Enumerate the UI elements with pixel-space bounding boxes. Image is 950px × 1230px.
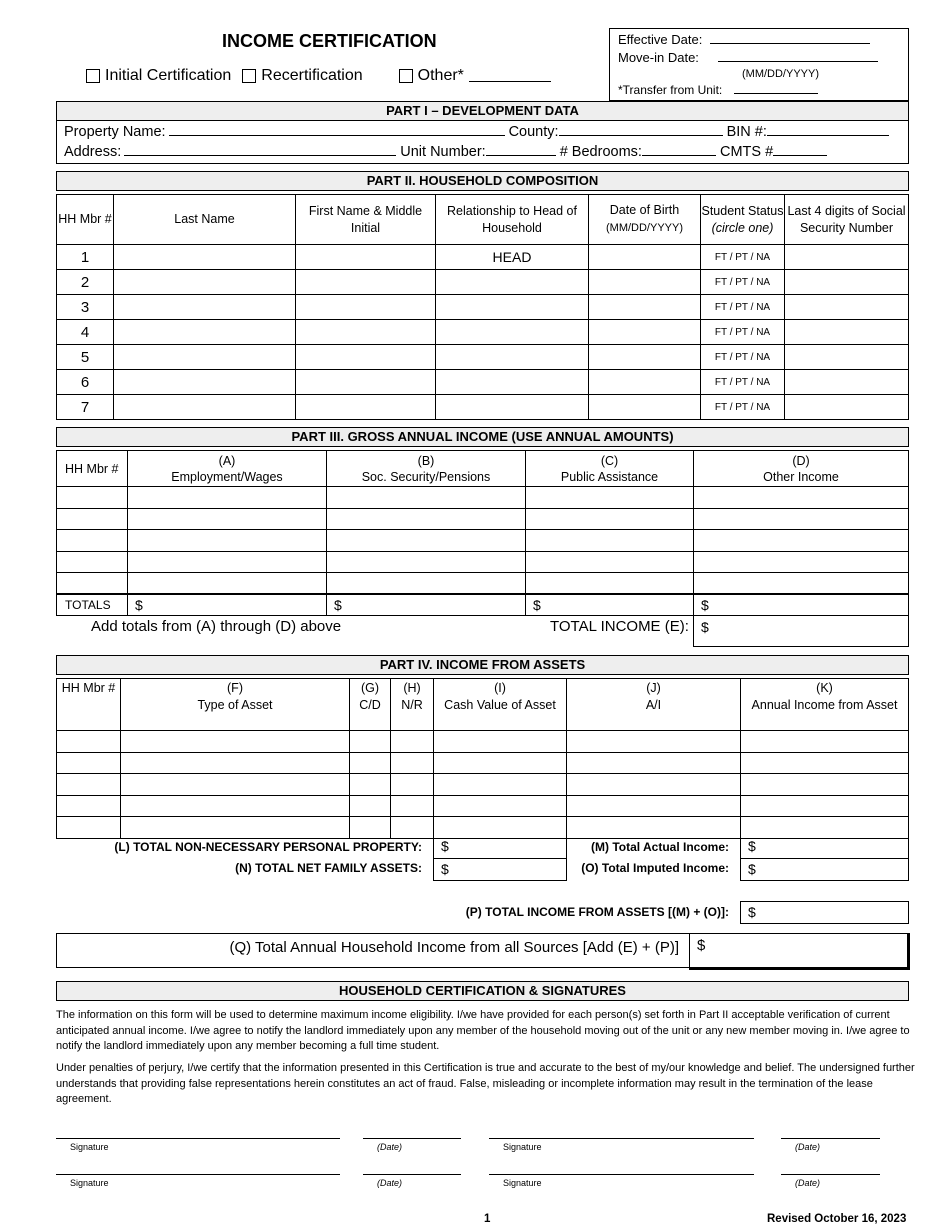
- table-header-row: [57, 195, 909, 245]
- col-b-label: (B): [417, 453, 435, 468]
- relationship-cell[interactable]: [436, 395, 589, 420]
- n-r-cell[interactable]: [391, 817, 434, 839]
- other-income-cell[interactable]: [694, 487, 909, 509]
- household-member-row: [57, 245, 909, 270]
- public-assistance-cell[interactable]: [526, 573, 694, 595]
- hh-mbr-number: 1: [57, 245, 114, 270]
- col-c-label: (C): [600, 453, 619, 468]
- add-totals-note: Add totals from (A) through (D) above: [91, 618, 342, 635]
- cash-value-label: Cash Value of Asset: [444, 698, 556, 712]
- move-in-date-field[interactable]: [718, 50, 878, 62]
- hh-mbr-cell[interactable]: [57, 530, 128, 552]
- last-name-cell[interactable]: [114, 370, 296, 395]
- hh-mbr-cell[interactable]: [57, 551, 128, 573]
- hh-mbr-cell[interactable]: [57, 487, 128, 509]
- total-income-from-assets-label: (P) TOTAL INCOME FROM ASSETS [(M) + (O)]:: [465, 905, 729, 919]
- cash-value-cell[interactable]: [434, 752, 567, 774]
- hh-mbr-number: 4: [57, 320, 114, 345]
- county-field[interactable]: [559, 124, 723, 136]
- c-d-cell[interactable]: [350, 731, 391, 753]
- transfer-unit-field[interactable]: [734, 82, 818, 94]
- c-d-cell[interactable]: [350, 795, 391, 817]
- date-of-birth-cell[interactable]: [589, 370, 701, 395]
- initial-certification-option[interactable]: [86, 67, 231, 85]
- n-r-cell[interactable]: [391, 774, 434, 796]
- hh-mbr-number: 3: [57, 295, 114, 320]
- col-other-income: [694, 451, 909, 487]
- other-income-cell[interactable]: [694, 551, 909, 573]
- signature-date-field[interactable]: (Date): [781, 1138, 880, 1152]
- date-of-birth-cell[interactable]: [589, 395, 701, 420]
- certification-title: HOUSEHOLD CERTIFICATION & SIGNATURES: [56, 981, 909, 1001]
- unit-number-label: Unit Number:: [400, 144, 486, 160]
- first-name-cell[interactable]: [296, 270, 436, 295]
- col-public-assistance: [526, 451, 694, 487]
- part1-title: PART I – DEVELOPMENT DATA: [56, 101, 909, 121]
- employment-wages-cell[interactable]: [128, 487, 327, 509]
- asset-row: [57, 752, 909, 774]
- signature-date-field[interactable]: (Date): [363, 1138, 461, 1152]
- col-j-label: (J): [646, 681, 661, 695]
- total-non-necessary-label: (L) TOTAL NON-NECESSARY PERSONAL PROPERTY:: [114, 840, 422, 854]
- total-non-necessary-field[interactable]: $: [433, 836, 567, 859]
- bin-field[interactable]: [767, 124, 889, 136]
- address-label: Address:: [64, 144, 122, 160]
- certification-paragraph-2: Under penalties of perjury, I/we certify that the information presented in this Certification is true and accurate to the best of my/our knowledge and belief. The undersigned further understands that providing false representations herein constitutes an act of fraud. False, misleading or incomplete information may result in the termination of the lease agreement.: [56, 1062, 915, 1105]
- annual-income-cell[interactable]: [741, 731, 909, 753]
- col-student-status: [701, 195, 785, 245]
- annual-income-cell[interactable]: [741, 774, 909, 796]
- employment-label: Employment/Wages: [171, 469, 283, 484]
- unit-number-field[interactable]: [486, 144, 556, 156]
- col-first-name: First Name & Middle Initial: [296, 195, 436, 245]
- a-i-cell[interactable]: [567, 817, 741, 839]
- income-row: [57, 573, 909, 595]
- col-cash-value: [434, 679, 567, 731]
- ssn-last4-cell[interactable]: [785, 395, 909, 420]
- other-option[interactable]: [399, 67, 551, 85]
- part2-title: PART II. HOUSEHOLD COMPOSITION: [56, 171, 909, 191]
- total-actual-income-label: (M) Total Actual Income:: [591, 840, 729, 854]
- household-member-row: [57, 320, 909, 345]
- cash-value-cell[interactable]: [434, 795, 567, 817]
- first-name-cell[interactable]: [296, 295, 436, 320]
- n-r-cell[interactable]: [391, 752, 434, 774]
- col-ssn: Last 4 digits of Social Security Number: [785, 195, 909, 245]
- ssn-last4-cell[interactable]: [785, 270, 909, 295]
- ssn-last4-cell[interactable]: [785, 245, 909, 270]
- last-name-cell[interactable]: [114, 345, 296, 370]
- student-status-cell[interactable]: FT / PT / NA: [701, 370, 785, 395]
- first-name-cell[interactable]: [296, 320, 436, 345]
- first-name-cell[interactable]: [296, 370, 436, 395]
- cmts-field[interactable]: [773, 144, 827, 156]
- date-of-birth-cell[interactable]: [589, 245, 701, 270]
- signature-field[interactable]: Signature: [489, 1138, 754, 1152]
- other-income-cell[interactable]: [694, 508, 909, 530]
- annual-income-cell[interactable]: [741, 752, 909, 774]
- col-g-label: (G): [360, 681, 380, 695]
- a-i-cell[interactable]: [567, 731, 741, 753]
- soc-security-cell[interactable]: [327, 530, 526, 552]
- initial-certification-label: Initial Certification: [105, 67, 232, 84]
- total-a-field[interactable]: $: [128, 594, 327, 616]
- other-label: Other*: [417, 67, 464, 84]
- type-of-asset-cell[interactable]: [121, 752, 350, 774]
- a-i-label: A/I: [645, 698, 662, 712]
- c-d-cell[interactable]: [350, 752, 391, 774]
- last-name-cell[interactable]: [114, 395, 296, 420]
- date-of-birth-cell[interactable]: [589, 295, 701, 320]
- last-name-cell[interactable]: [114, 295, 296, 320]
- other-income-label: Other Income: [763, 469, 839, 484]
- hh-mbr-number: 6: [57, 370, 114, 395]
- col-i-label: (I): [494, 681, 506, 695]
- relationship-cell[interactable]: HEAD: [436, 245, 589, 270]
- hh-mbr-cell[interactable]: [57, 795, 121, 817]
- hh-mbr-number: 2: [57, 270, 114, 295]
- date-format-hint: (MM/DD/YYYY): [742, 68, 819, 80]
- asset-row: [57, 795, 909, 817]
- type-of-asset-cell[interactable]: [121, 731, 350, 753]
- student-status-cell[interactable]: FT / PT / NA: [701, 270, 785, 295]
- total-income-from-assets-field[interactable]: $: [740, 901, 909, 924]
- col-date-of-birth: [589, 195, 701, 245]
- effective-date-label: Effective Date:: [618, 32, 703, 47]
- a-i-cell[interactable]: [567, 774, 741, 796]
- recertification-option[interactable]: [242, 67, 362, 85]
- total-annual-household-income-label: (Q) Total Annual Household Income from all Sources [Add (E) + (P)]: [56, 933, 691, 968]
- public-assistance-cell[interactable]: [526, 487, 694, 509]
- col-k-label: (K): [816, 681, 833, 695]
- total-d-field[interactable]: $: [694, 594, 909, 616]
- type-of-asset-cell[interactable]: [121, 795, 350, 817]
- col-relationship: Relationship to Head of Household: [436, 195, 589, 245]
- income-from-assets-table: [56, 678, 909, 839]
- student-status-cell[interactable]: FT / PT / NA: [701, 320, 785, 345]
- bedrooms-field[interactable]: [642, 144, 716, 156]
- gross-income-table: [56, 450, 909, 616]
- income-row: [57, 551, 909, 573]
- revised-date: Revised October 16, 2023: [767, 1213, 907, 1225]
- hh-mbr-cell[interactable]: [57, 731, 121, 753]
- cash-value-cell[interactable]: [434, 731, 567, 753]
- part1-development-data: [56, 120, 909, 164]
- first-name-cell[interactable]: [296, 395, 436, 420]
- hh-mbr-number: 7: [57, 395, 114, 420]
- public-assistance-cell[interactable]: [526, 551, 694, 573]
- ssn-last4-cell[interactable]: [785, 345, 909, 370]
- n-r-cell[interactable]: [391, 795, 434, 817]
- relationship-cell[interactable]: [436, 320, 589, 345]
- signature-date-field[interactable]: (Date): [363, 1174, 461, 1188]
- total-net-family-assets-field[interactable]: $: [433, 858, 567, 881]
- signature-field[interactable]: Signature: [56, 1138, 340, 1152]
- col-last-name: Last Name: [114, 195, 296, 245]
- asset-row: [57, 731, 909, 753]
- total-b-field[interactable]: $: [327, 594, 526, 616]
- ssn-last4-cell[interactable]: [785, 320, 909, 345]
- first-name-cell[interactable]: [296, 245, 436, 270]
- form-title: INCOME CERTIFICATION: [222, 31, 437, 51]
- public-assistance-cell[interactable]: [526, 530, 694, 552]
- initial-certification-checkbox[interactable]: [86, 69, 100, 83]
- total-annual-household-income-field[interactable]: $: [689, 933, 910, 970]
- employment-wages-cell[interactable]: [128, 551, 327, 573]
- bedrooms-label: # Bedrooms:: [559, 144, 642, 160]
- move-in-date-label: Move-in Date:: [618, 50, 699, 65]
- ssn-last4-cell[interactable]: [785, 370, 909, 395]
- c-d-cell[interactable]: [350, 817, 391, 839]
- part3-title: PART III. GROSS ANNUAL INCOME (USE ANNUAL AMOUNTS): [56, 427, 909, 447]
- col-f-label: (F): [227, 681, 243, 695]
- col-n-r: [391, 679, 434, 731]
- n-r-cell[interactable]: [391, 731, 434, 753]
- student-status-cell[interactable]: FT / PT / NA: [701, 295, 785, 320]
- income-row: [57, 508, 909, 530]
- total-imputed-income-field[interactable]: $: [740, 858, 909, 881]
- date-of-birth-cell[interactable]: [589, 320, 701, 345]
- type-of-asset-label: Type of Asset: [197, 698, 273, 712]
- household-member-row: [57, 295, 909, 320]
- a-i-cell[interactable]: [567, 795, 741, 817]
- col-type-of-asset: [121, 679, 350, 731]
- student-status-cell[interactable]: FT / PT / NA: [701, 345, 785, 370]
- student-status-cell[interactable]: FT / PT / NA: [701, 395, 785, 420]
- relationship-cell[interactable]: [436, 370, 589, 395]
- n-r-label: N/R: [401, 698, 423, 712]
- county-label: County:: [508, 124, 559, 140]
- col-hh-mbr: HH Mbr #: [57, 195, 114, 245]
- part4-title: PART IV. INCOME FROM ASSETS: [56, 655, 909, 675]
- col-employment-wages: [128, 451, 327, 487]
- relationship-cell[interactable]: [436, 295, 589, 320]
- hh-mbr-number: 5: [57, 345, 114, 370]
- total-income-e-label: TOTAL INCOME (E):: [550, 618, 689, 635]
- recertification-label: Recertification: [261, 67, 363, 84]
- public-assistance-label: Public Assistance: [560, 469, 659, 484]
- last-name-cell[interactable]: [114, 320, 296, 345]
- other-income-cell[interactable]: [694, 573, 909, 595]
- effective-date-field[interactable]: [710, 32, 870, 44]
- type-of-asset-cell[interactable]: [121, 774, 350, 796]
- cash-value-cell[interactable]: [434, 774, 567, 796]
- col-a-i: [567, 679, 741, 731]
- hh-mbr-cell[interactable]: [57, 573, 128, 595]
- date-of-birth-cell[interactable]: [589, 270, 701, 295]
- employment-wages-cell[interactable]: [128, 573, 327, 595]
- last-name-cell[interactable]: [114, 245, 296, 270]
- signature-date-field[interactable]: (Date): [781, 1174, 880, 1188]
- c-d-cell[interactable]: [350, 774, 391, 796]
- annual-income-asset-label: Annual Income from Asset: [751, 698, 898, 712]
- first-name-cell[interactable]: [296, 345, 436, 370]
- relationship-cell[interactable]: [436, 345, 589, 370]
- date-of-birth-cell[interactable]: [589, 345, 701, 370]
- cmts-label: CMTS #: [719, 144, 774, 160]
- a-i-cell[interactable]: [567, 752, 741, 774]
- total-income-e-field[interactable]: $: [693, 614, 909, 647]
- col-soc-security: [327, 451, 526, 487]
- annual-income-cell[interactable]: [741, 795, 909, 817]
- total-net-family-assets-label: (N) TOTAL NET FAMILY ASSETS:: [235, 861, 422, 875]
- certification-paragraph-1: The information on this form will be used to determine maximum income eligibility. I/we have provided for each person(s) set forth in Part II acceptable verification of current anticipated annual income. I/we agree to notify the landlord immediately upon any member of the household moving out of the unit or any new member moving in. I/we agree to notify the landlord immediately upon any member becoming a full time student.: [56, 1009, 910, 1052]
- soc-security-cell[interactable]: [327, 508, 526, 530]
- ssn-last4-cell[interactable]: [785, 295, 909, 320]
- hh-mbr-cell[interactable]: [57, 817, 121, 839]
- page-number: 1: [484, 1213, 491, 1225]
- col-hh-mbr: HH Mbr #: [57, 451, 128, 487]
- hh-mbr-cell[interactable]: [57, 774, 121, 796]
- public-assistance-cell[interactable]: [526, 508, 694, 530]
- household-member-row: [57, 270, 909, 295]
- col-hh-mbr: HH Mbr #: [57, 679, 121, 731]
- other-field[interactable]: [469, 70, 551, 82]
- income-row: [57, 530, 909, 552]
- other-checkbox[interactable]: [399, 69, 413, 83]
- totals-row: [57, 594, 909, 616]
- col-d-label: (D): [792, 453, 810, 468]
- address-field[interactable]: [124, 144, 396, 156]
- recertification-checkbox[interactable]: [242, 69, 256, 83]
- soc-security-label: Soc. Security/Pensions: [361, 469, 491, 484]
- signature-field[interactable]: Signature: [56, 1174, 340, 1188]
- date-box: [609, 28, 909, 101]
- dob-format: (MM/DD/YYYY): [606, 222, 683, 234]
- total-actual-income-field[interactable]: $: [740, 836, 909, 859]
- dob-label: Date of Birth: [609, 203, 680, 217]
- household-member-row: [57, 370, 909, 395]
- col-a-label: (A): [218, 453, 236, 468]
- employment-wages-cell[interactable]: [128, 530, 327, 552]
- hh-mbr-cell[interactable]: [57, 752, 121, 774]
- property-name-label: Property Name:: [64, 124, 166, 140]
- other-income-cell[interactable]: [694, 530, 909, 552]
- relationship-cell[interactable]: [436, 270, 589, 295]
- soc-security-cell[interactable]: [327, 487, 526, 509]
- student-status-cell[interactable]: FT / PT / NA: [701, 245, 785, 270]
- household-composition-table: [56, 194, 909, 420]
- c-d-label: C/D: [359, 698, 381, 712]
- property-name-field[interactable]: [169, 124, 505, 136]
- type-of-asset-cell[interactable]: [121, 817, 350, 839]
- col-h-label: (H): [403, 681, 421, 695]
- total-imputed-income-label: (O) Total Imputed Income:: [581, 861, 729, 875]
- certification-type-row: [86, 67, 551, 85]
- transfer-label: *Transfer from Unit:: [618, 83, 723, 97]
- col-c-d: [350, 679, 391, 731]
- totals-label: TOTALS: [57, 594, 128, 616]
- soc-security-cell[interactable]: [327, 551, 526, 573]
- signature-field[interactable]: Signature: [489, 1174, 754, 1188]
- employment-wages-cell[interactable]: [128, 508, 327, 530]
- table-header-row: [57, 679, 909, 731]
- circle-one-hint: (circle one): [711, 220, 774, 235]
- table-header-row: [57, 451, 909, 487]
- household-member-row: [57, 345, 909, 370]
- soc-security-cell[interactable]: [327, 573, 526, 595]
- household-member-row: [57, 395, 909, 420]
- bin-label: BIN #:: [726, 124, 767, 140]
- income-row: [57, 487, 909, 509]
- total-c-field[interactable]: $: [526, 594, 694, 616]
- asset-row: [57, 774, 909, 796]
- student-status-label: Student Status: [701, 203, 784, 218]
- last-name-cell[interactable]: [114, 270, 296, 295]
- col-annual-income-asset: [741, 679, 909, 731]
- hh-mbr-cell[interactable]: [57, 508, 128, 530]
